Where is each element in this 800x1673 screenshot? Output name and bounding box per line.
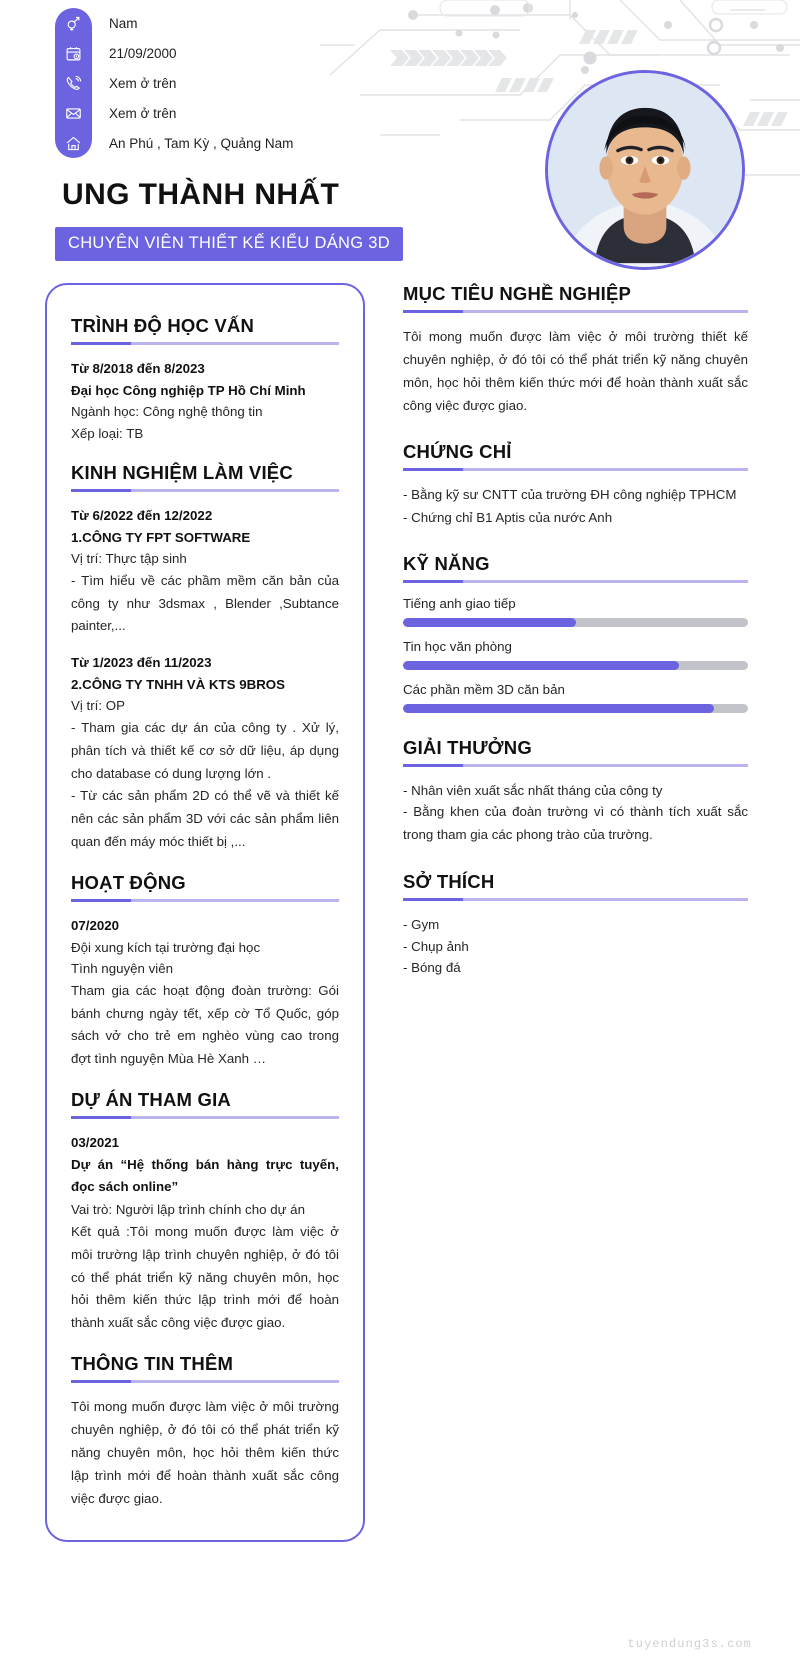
career-objective-text: Tôi mong muốn được làm việc ở môi trường thiết kế chuyên nghiệp, ở đó tôi có thể phát triển kỹ năng chuyên môn, học hỏi thêm kiến thức mới để hoàn thành xuất sắc công việc được giao. <box>403 329 748 413</box>
section-additional-info <box>71 1353 339 1383</box>
skill-progress-track <box>403 618 748 627</box>
section-awards <box>403 737 748 767</box>
certificates-list <box>403 484 748 528</box>
project-entry <box>71 1132 339 1335</box>
additional-info-entry <box>71 1396 339 1510</box>
experience-entry <box>71 505 339 638</box>
section-title-activities: HOẠT ĐỘNG <box>71 872 186 894</box>
page-title: UNG THÀNH NHẤT <box>62 178 340 211</box>
phone-icon <box>55 75 92 92</box>
activity-date: 07/2020 <box>71 918 120 934</box>
section-divider <box>71 1380 339 1383</box>
envelope-icon <box>55 105 92 122</box>
section-education <box>71 315 339 345</box>
skill-label: Tin học văn phòng <box>403 638 512 654</box>
section-career-objective <box>403 283 748 313</box>
contact-value-email: Xem ở trên <box>109 105 177 121</box>
section-divider <box>71 1116 339 1119</box>
skill-progress-fill <box>403 704 714 713</box>
skill-item <box>403 639 748 670</box>
career-objective-entry <box>403 326 748 417</box>
contact-value-birthdate: 21/09/2000 <box>109 45 177 61</box>
section-divider <box>403 764 748 767</box>
award-item: - Nhân viên xuất sắc nhất tháng của công ty <box>403 782 663 798</box>
contact-item-birthdate <box>55 38 475 68</box>
education-entry <box>71 358 339 444</box>
gender-icon <box>55 15 92 32</box>
skill-label: Tiếng anh giao tiếp <box>403 595 516 611</box>
skill-progress-fill <box>403 661 679 670</box>
award-item: - Bằng khen của đoàn trường vì có thành tích xuất sắc trong tham gia các phong trào của trường. <box>403 804 748 843</box>
section-title-skills: KỸ NĂNG <box>403 552 490 574</box>
experience-entry <box>71 652 339 854</box>
contact-item-phone <box>55 68 475 98</box>
left-column-card <box>45 283 365 1542</box>
hobby-item: - Gym <box>403 917 440 933</box>
awards-list <box>403 780 748 847</box>
contact-list <box>55 8 475 158</box>
portrait-photo <box>548 73 742 267</box>
job-title-banner <box>55 227 403 261</box>
section-title-education: TRÌNH ĐỘ HỌC VẤN <box>71 315 255 336</box>
skill-label: Các phần mềm 3D căn bản <box>403 681 565 697</box>
calendar-icon <box>55 45 92 62</box>
section-skills <box>403 553 748 583</box>
section-divider <box>71 899 339 902</box>
section-experience <box>71 462 339 492</box>
section-title-career-objective: MỤC TIÊU NGHỀ NGHIỆP <box>403 283 632 304</box>
section-title-projects: DỰ ÁN THAM GIA <box>71 1089 231 1111</box>
skill-progress-track <box>403 704 748 713</box>
experience-company: 2.CÔNG TY TNHH VÀ KTS 9BROS <box>71 676 286 692</box>
project-role: Vai trò: Người lập trình chính cho dự án <box>71 1202 305 1218</box>
section-divider <box>403 310 748 313</box>
section-certificates <box>403 441 748 471</box>
contact-value-phone: Xem ở trên <box>109 75 177 91</box>
section-divider <box>403 898 748 901</box>
skill-progress-track <box>403 661 748 670</box>
experience-detail: - Tham gia các dự án của công ty . Xử lý, phân tích và thiết kế cơ sở dữ liệu, áp dụng cho database có dung lượng lớn . <box>71 719 339 781</box>
skill-item <box>403 596 748 627</box>
project-result: Kết quả :Tôi mong muốn được làm việc ở môi trường lập trình chuyên nghiệp, ở đó tôi có thể phát triển kỹ năng chuyên môn, học hỏi thêm kiến thức lập trình mới để hoàn thành xuất sắc công việc được giao. <box>71 1223 339 1331</box>
experience-period: Từ 6/2022 đến 12/2022 <box>71 508 213 524</box>
cv-header <box>0 0 800 268</box>
activity-role: Tình nguyện viên <box>71 961 174 977</box>
skill-progress-fill <box>403 618 576 627</box>
certificate-item: - Bằng kỹ sư CNTT của trường ĐH công nghiệp TPHCM <box>403 487 737 503</box>
experience-detail: - Tìm hiểu về các phầm mềm căn bản của công ty như 3dsmax , Blender ,Subtance painter,... <box>71 572 339 634</box>
skills-list <box>403 596 748 713</box>
contact-item-email <box>55 98 475 128</box>
section-projects <box>71 1089 339 1119</box>
section-divider <box>71 342 339 345</box>
experience-detail: - Từ các sản phẩm 2D có thể vẽ và thiết kế nên các sản phẩm 3D với các sản phẩm liên quan đến máy móc thiết bị ,... <box>71 788 339 850</box>
activity-org: Đội xung kích tại trường đại học <box>71 939 261 955</box>
experience-company: 1.CÔNG TY FPT SOFTWARE <box>71 529 251 545</box>
section-title-additional-info: THÔNG TIN THÊM <box>71 1353 234 1375</box>
section-divider <box>403 468 748 471</box>
section-title-certificates: CHỨNG CHỈ <box>403 441 512 463</box>
certificate-item: - Chứng chỉ B1 Aptis của nước Anh <box>403 510 613 526</box>
avatar <box>545 70 745 270</box>
hobbies-list <box>403 914 748 979</box>
skill-item <box>403 682 748 713</box>
section-title-awards: GIẢI THƯỞNG <box>403 736 532 758</box>
education-major: Ngành học: Công nghệ thông tin <box>71 404 263 420</box>
contact-value-gender: Nam <box>109 15 138 31</box>
education-school: Đại học Công nghiệp TP Hồ Chí Minh <box>71 382 306 398</box>
footer-watermark: tuyendung3s.com <box>627 1637 752 1651</box>
hobby-item: - Chụp ảnh <box>403 938 469 954</box>
contact-item-gender <box>55 8 475 38</box>
right-column <box>403 283 748 981</box>
job-title-text: CHUYÊN VIÊN THIẾT KẾ KIỂU DÁNG 3D <box>68 234 390 252</box>
activity-description: Tham gia các hoạt động đoàn trường: Gói bánh chưng ngày tết, xếp cờ Tổ Quốc, góp sách vở cho trẻ em nghèo vùng cao trong đợt tình nguyện Mùa Hè Xanh … <box>71 982 339 1067</box>
education-period: Từ 8/2018 đến 8/2023 <box>71 361 205 376</box>
home-icon <box>55 135 92 152</box>
section-divider <box>403 580 748 583</box>
hobby-item: - Bóng đá <box>403 960 461 976</box>
experience-position: Vị trí: Thực tập sinh <box>71 551 187 567</box>
section-activities <box>71 872 339 902</box>
experience-position: Vị trí: OP <box>71 698 125 714</box>
contact-value-address: An Phú , Tam Kỳ , Quảng Nam <box>109 135 294 151</box>
section-title-hobbies: SỞ THÍCH <box>403 871 495 893</box>
activity-entry <box>71 915 339 1071</box>
section-title-experience: KINH NGHIỆM LÀM VIỆC <box>71 462 293 484</box>
project-date: 03/2021 <box>71 1135 120 1151</box>
contact-item-address <box>55 128 475 158</box>
section-divider <box>71 489 339 492</box>
experience-period: Từ 1/2023 đến 11/2023 <box>71 655 212 671</box>
education-grade: Xếp loại: TB <box>71 425 144 441</box>
project-name: Dự án “Hệ thống bán hàng trực tuyến, đọc sách online” <box>71 1156 339 1195</box>
section-hobbies <box>403 871 748 901</box>
additional-info-text: Tôi mong muốn được làm việc ở môi trường chuyên nghiệp, ở đó tôi có thể phát triển kỹ năng chuyên môn, học hỏi thêm kiến thức lập trình mới để hoàn thành xuất sắc công việc được giao. <box>71 1399 339 1506</box>
